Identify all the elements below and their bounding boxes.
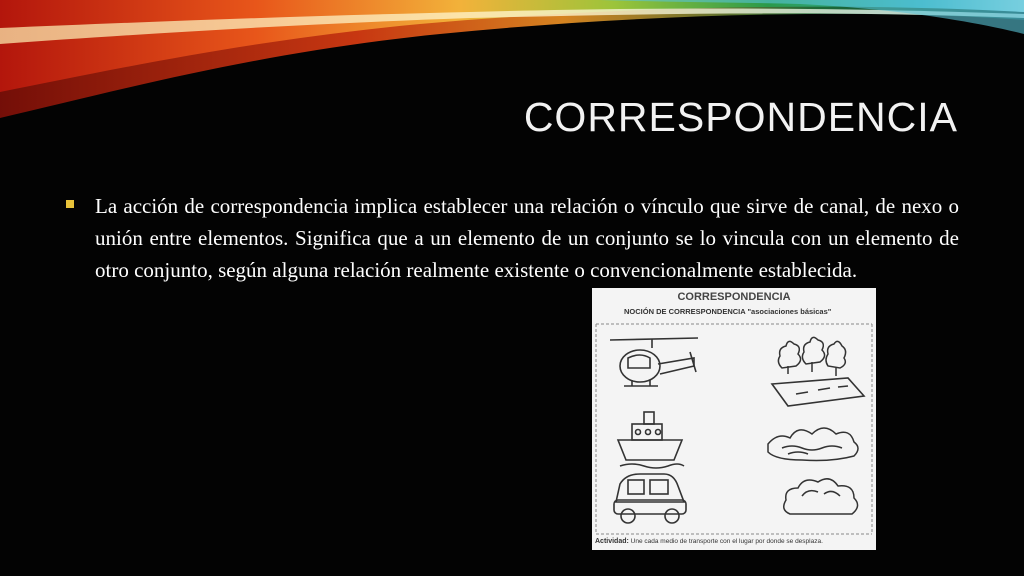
clouds-icon (784, 479, 858, 514)
worksheet-drawings (592, 288, 876, 550)
boat-icon (618, 412, 684, 468)
worksheet-footer-label: Actividad: (595, 538, 629, 545)
bullet-marker (66, 200, 74, 208)
sea-icon (768, 428, 858, 461)
trees-icon (778, 337, 845, 376)
worksheet-title: CORRESPONDENCIA (677, 291, 791, 303)
bullet-text: La acción de correspondencia implica establecer una relación o vínculo que sirve de canal, de nexo o unión entre elementos. Significa que a un elemento de un conjunto se lo vincula con un elemento de otro conjunto, según alguna relación realmente existente o convencionalmente establecida. (95, 194, 959, 282)
helicopter-icon (610, 338, 698, 386)
worksheet-subtitle: NOCIÓN DE CORRESPONDENCIA "asociaciones básicas" (624, 307, 832, 316)
slide-title: CORRESPONDENCIA (523, 94, 958, 140)
car-icon (614, 474, 686, 523)
worksheet-footer (595, 538, 823, 545)
worksheet-image (592, 288, 876, 550)
road-icon (772, 378, 864, 406)
worksheet-footer-text: Une cada medio de transporte con el lugar por donde se desplaza. (630, 538, 823, 545)
